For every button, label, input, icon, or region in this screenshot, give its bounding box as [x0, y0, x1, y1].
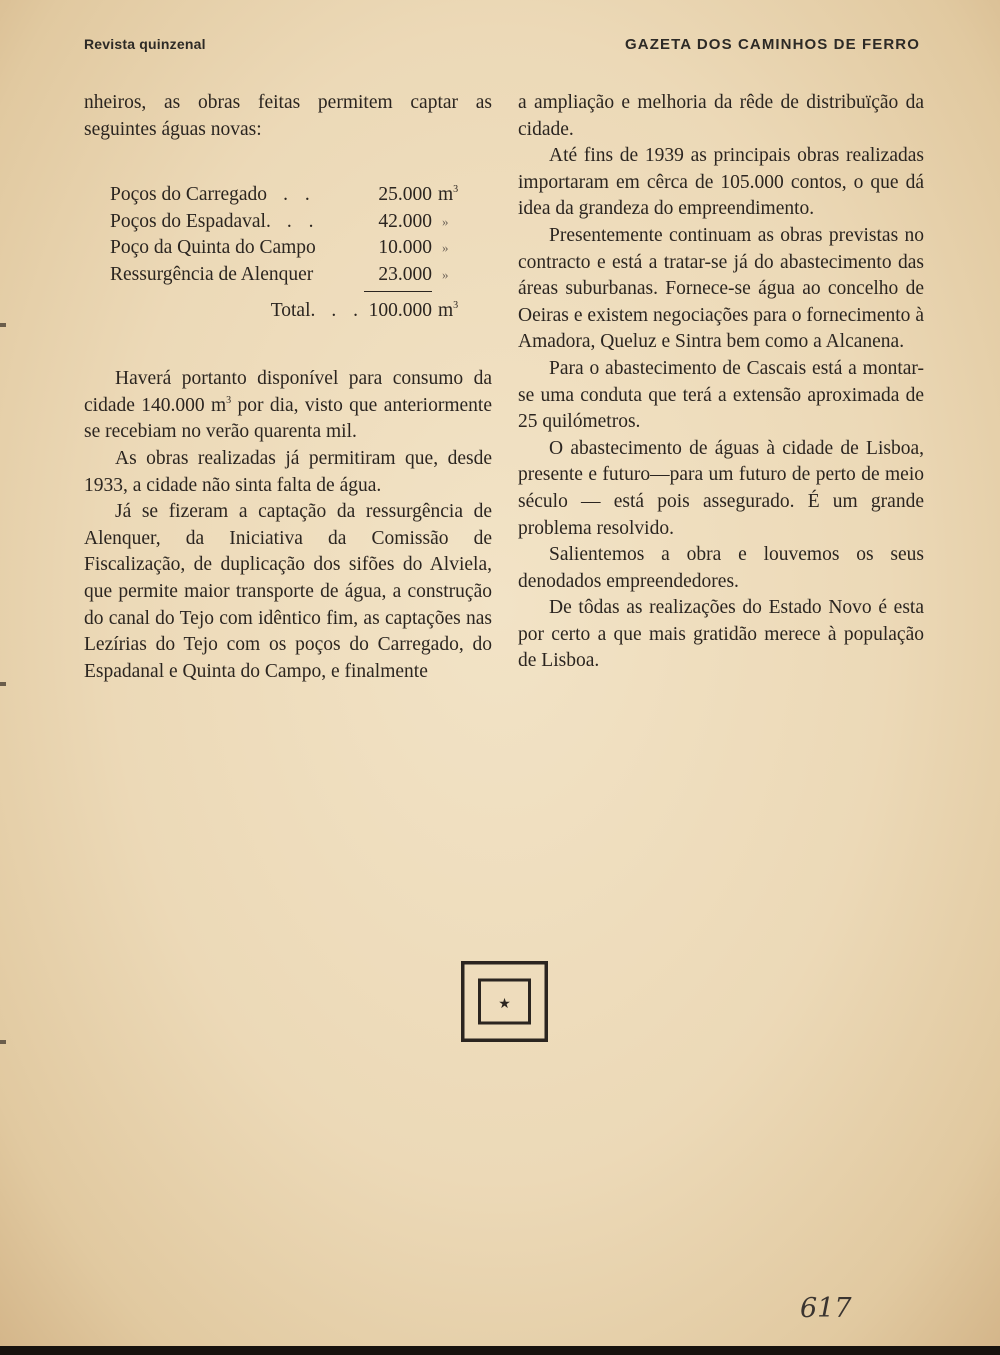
scan-bottom-edge	[0, 1346, 1000, 1355]
total-value: 100.000	[368, 299, 432, 321]
row-label: Poços do Carregado	[110, 184, 268, 206]
page-number: 617	[800, 1293, 852, 1324]
row-value: 10.000	[378, 237, 432, 259]
leader-dots: . .	[331, 299, 364, 321]
row-unit-exponent: 3	[453, 184, 459, 196]
total-rule	[364, 291, 432, 292]
row-value: 23.000	[378, 263, 432, 285]
row-unit: »	[442, 266, 449, 282]
row-value: 25.000	[378, 184, 432, 206]
row-label: Poços do Espadaval.	[110, 210, 271, 232]
leader-dots: . .	[286, 210, 320, 232]
row-unit: »	[442, 213, 449, 229]
consumption-unit-exponent: 3	[226, 394, 232, 406]
right-paragraph-estado-novo: De tôdas as realizações do Estado Novo é esta por certo a que mais gratidão merece à população de Lisboa.	[518, 597, 924, 672]
consumption-text: Haverá portanto disponível para consumo da cidade 140.000 m	[84, 368, 492, 416]
left-column	[84, 90, 492, 685]
row-label: Ressurgência de Alenquer	[110, 263, 314, 285]
total-unit-exponent: 3	[453, 299, 459, 311]
row-unit: »	[442, 240, 449, 256]
left-paragraph-1933: As obras realizadas já permitiram que, desde 1933, a cidade não sinta falta de água.	[84, 447, 492, 496]
binding-mark	[0, 1040, 6, 1044]
left-paragraph-works: Já se fizeram a captação da ressurgência de Alenquer, da Iniciativa da Comissão de Fiscalização, de duplicação dos sifões do Alviela, que permite maior transporte de água, a construção do canal do Tejo com idêntico fim, as captações nas Lezírias do Tejo com os poços do Carregado, do Espadanal e Quinta do Campo, e finalmente	[84, 501, 492, 682]
right-paragraph-continuation: a ampliação e melhoria da rêde de distribuïção da cidade.	[518, 92, 924, 140]
right-paragraph-praise: Salientemos a obra e louvemos os seus denodados empreendedores.	[518, 544, 924, 592]
row-label: Poço da Quinta do Campo	[110, 237, 316, 259]
star-icon: ★	[498, 996, 511, 1012]
table-row	[110, 209, 492, 236]
table-total-row	[110, 298, 492, 325]
table-row	[110, 182, 492, 209]
right-paragraph-1939: Até fins de 1939 as principais obras realizadas importaram em cêrca de 105.000 contos, o que dá idea da grandeza do empreendimento.	[518, 145, 924, 220]
total-label: Total.	[270, 299, 316, 321]
left-intro-paragraph: nheiros, as obras feitas permitem captar as seguintes águas novas:	[84, 92, 492, 140]
right-column	[518, 90, 924, 675]
binding-mark	[0, 682, 6, 686]
leader-dots: . .	[283, 184, 316, 206]
water-sources-table	[110, 182, 492, 324]
double-square-ornament-icon	[461, 961, 548, 1042]
header-publication-title: GAZETA DOS CAMINHOS DE FERRO	[625, 36, 920, 53]
table-row	[110, 262, 492, 289]
header-periodicity: Revista quinzenal	[84, 36, 206, 52]
right-paragraph-lisbon: O abastecimento de águas à cidade de Lisboa, presente e futuro—para um futuro de perto de meio século — está pois assegurado. É um grande problema resolvido.	[518, 437, 924, 539]
row-unit: m	[438, 184, 454, 206]
right-paragraph-suburban: Presentemente continuam as obras previstas no contracto e está a tratar-se já do abastecimento das áreas suburbanas. Fornece-se água ao concelho de Oeiras e existem negociações para o fornecimento à Amadora, Queluz e Sintra bem como a Alcanena.	[518, 224, 924, 353]
right-paragraph-cascais: Para o abastecimento de Cascais está a montar-se uma conduta que terá a extensão aproximada de 25 quilómetros.	[518, 357, 924, 433]
table-row	[110, 235, 492, 262]
consumption-text-cont: por dia, visto que anteriormente se recebiam no verão quarenta mil.	[84, 394, 492, 443]
binding-mark	[0, 323, 6, 327]
left-paragraph-consumption	[84, 366, 492, 446]
end-ornament	[461, 961, 548, 1042]
row-value: 42.000	[378, 210, 432, 232]
total-unit: m	[438, 299, 454, 321]
